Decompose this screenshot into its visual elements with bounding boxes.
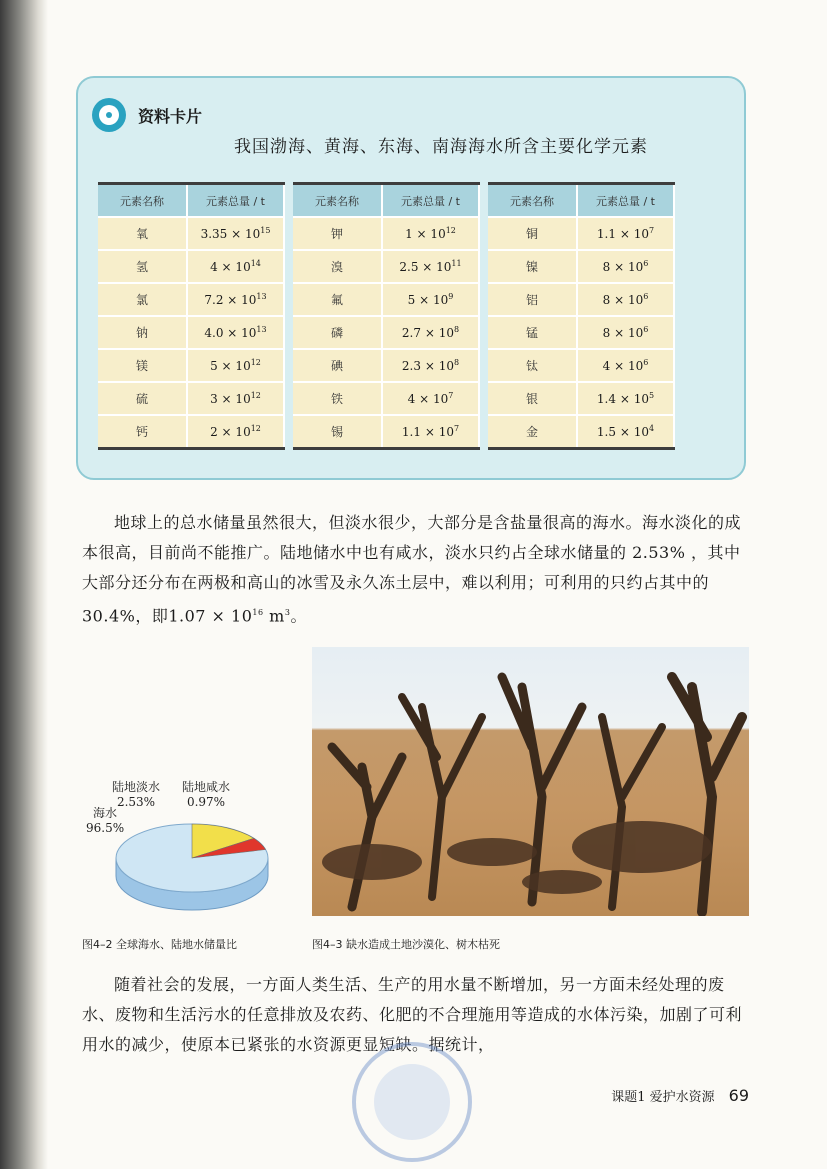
paragraph-1: 地球上的总水储量虽然很大，但淡水很少，大部分是含盐量很高的海水。海水淡化的成本很高，目前尚不能推广。陆地储水中也有咸水，淡水只约占全球水储量的 2.53% ，其中大部分还分布在两极和高山的冰雪及永久冻土层中，难以利用；可利用的只约占其中的30.4%，即$1.07 \times 10^{16}$ $m^3$。 — [82, 513, 742, 626]
label-fresh: 陆地淡水 2.53% — [112, 780, 161, 809]
table-row — [293, 382, 479, 415]
element-name: 锡 — [293, 415, 382, 449]
table-title: 我国渤海、黄海、东海、南海海水所含主要化学元素 — [234, 137, 648, 157]
element-name: 氢 — [98, 250, 187, 283]
paragraph-2: 随着社会的发展，一方面人类生活、生产的用水量不断增加，另一方面未经处理的废水、废物和生活污水的任意排放及农药、化肥的不合理施用等造成的水体污染，加剧了可利用水的减少，使原本已紧张的水资源更显短缺。据统计， — [82, 975, 743, 1054]
element-amount: $2.3 \times 10^8$ — [382, 349, 479, 382]
table-row — [488, 316, 674, 349]
label-sea: 海水 96.5% — [86, 806, 125, 835]
element-name: 钛 — [488, 349, 577, 382]
element-amount: $1.1 \times 10^7$ — [382, 415, 479, 449]
element-amount: $3.35 \times 10^{15}$ — [187, 217, 284, 250]
element-name: 钾 — [293, 217, 382, 250]
element-amount: $2.5 \times 10^{11}$ — [382, 250, 479, 283]
element-amount: $1 \times 10^{12}$ — [382, 217, 479, 250]
element-name: 钠 — [98, 316, 187, 349]
element-amount: $8 \times 10^6$ — [577, 316, 674, 349]
element-name: 氟 — [293, 283, 382, 316]
table-row — [488, 250, 674, 283]
element-table-1 — [98, 182, 285, 450]
element-amount: $5 \times 10^9$ — [382, 283, 479, 316]
book-spine-shadow — [0, 0, 48, 1169]
caption-fig-4-3: 图4–3 缺水造成土地沙漠化、树木枯死 — [312, 938, 500, 951]
table-row — [293, 415, 479, 449]
element-name: 碘 — [293, 349, 382, 382]
section-title: 课题1 爱护水资源 — [611, 1090, 715, 1105]
element-name: 钙 — [98, 415, 187, 449]
col-header-amount: 元素总量 / t — [382, 184, 479, 218]
dead-trees-image — [312, 647, 749, 916]
table-row — [293, 283, 479, 316]
table-row — [98, 283, 284, 316]
col-header-name: 元素名称 — [293, 184, 382, 218]
watermark-seal — [350, 1040, 474, 1164]
element-amount: $4 \times 10^7$ — [382, 382, 479, 415]
element-name: 铝 — [488, 283, 577, 316]
page-footer — [611, 1086, 749, 1105]
element-amount: $8 \times 10^6$ — [577, 250, 674, 283]
element-amount: $3 \times 10^{12}$ — [187, 382, 284, 415]
element-amount: $4.0 \times 10^{13}$ — [187, 316, 284, 349]
col-header-amount: 元素总量 / t — [187, 184, 284, 218]
table-row — [98, 250, 284, 283]
element-amount: $4 \times 10^6$ — [577, 349, 674, 382]
pie-chart — [82, 780, 282, 930]
element-amount: $2.7 \times 10^8$ — [382, 316, 479, 349]
table-row — [488, 382, 674, 415]
table-row — [293, 217, 479, 250]
element-name: 氯 — [98, 283, 187, 316]
page-number: 69 — [728, 1086, 749, 1105]
table-row — [293, 250, 479, 283]
element-amount: $1.5 \times 10^4$ — [577, 415, 674, 449]
info-card-icon — [92, 98, 126, 132]
element-name: 镁 — [98, 349, 187, 382]
info-card — [76, 76, 746, 480]
desert-photo — [312, 647, 749, 916]
element-name: 铜 — [488, 217, 577, 250]
element-name: 溴 — [293, 250, 382, 283]
table-row — [98, 415, 284, 449]
table-row — [488, 415, 674, 449]
info-card-label: 资料卡片 — [138, 107, 203, 126]
table-row — [98, 316, 284, 349]
label-salt: 陆地咸水 0.97% — [182, 780, 231, 809]
element-amount: $5 \times 10^{12}$ — [187, 349, 284, 382]
table-row — [488, 349, 674, 382]
element-tables — [98, 182, 675, 450]
col-header-name: 元素名称 — [98, 184, 187, 218]
caption-fig-4-2: 图4–2 全球海水、陆地水储量比 — [82, 938, 237, 951]
element-table-2 — [293, 182, 480, 450]
element-name: 锰 — [488, 316, 577, 349]
table-row — [488, 283, 674, 316]
table-row — [293, 349, 479, 382]
element-name: 氧 — [98, 217, 187, 250]
element-name: 硫 — [98, 382, 187, 415]
element-name: 镍 — [488, 250, 577, 283]
element-amount: $8 \times 10^6$ — [577, 283, 674, 316]
table-row — [98, 217, 284, 250]
element-amount: $1.1 \times 10^7$ — [577, 217, 674, 250]
table-row — [98, 349, 284, 382]
table-row — [488, 217, 674, 250]
element-amount: $1.4 \times 10^5$ — [577, 382, 674, 415]
element-name: 银 — [488, 382, 577, 415]
element-amount: $7.2 \times 10^{13}$ — [187, 283, 284, 316]
element-amount: $4 \times 10^{14}$ — [187, 250, 284, 283]
element-table-3 — [488, 182, 675, 450]
table-row — [98, 382, 284, 415]
element-name: 金 — [488, 415, 577, 449]
col-header-amount: 元素总量 / t — [577, 184, 674, 218]
element-amount: $2 \times 10^{12}$ — [187, 415, 284, 449]
element-name: 铁 — [293, 382, 382, 415]
col-header-name: 元素名称 — [488, 184, 577, 218]
element-name: 磷 — [293, 316, 382, 349]
table-row — [293, 316, 479, 349]
